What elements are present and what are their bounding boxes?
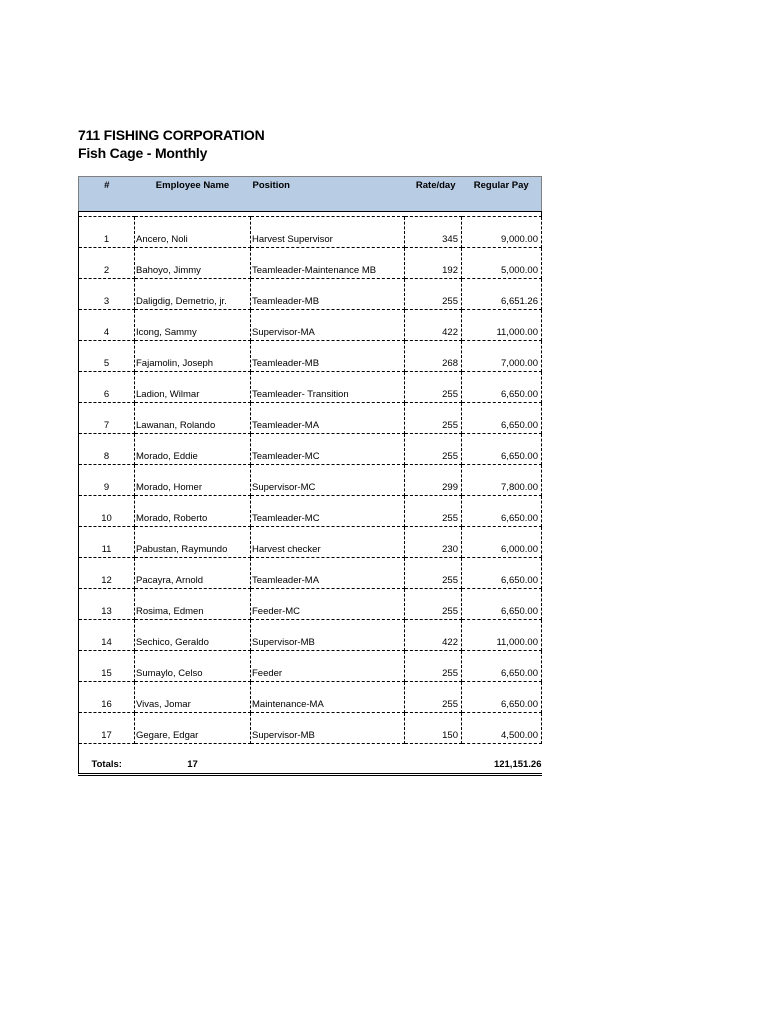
rate-per-day: 255 xyxy=(405,372,462,403)
employee-position: Supervisor-MC xyxy=(251,465,405,496)
regular-pay: 6,650.00 xyxy=(462,403,542,434)
row-number: 13 xyxy=(79,589,135,620)
table-row xyxy=(79,372,542,403)
table-row xyxy=(79,496,542,527)
rate-per-day: 255 xyxy=(405,496,462,527)
employee-position: Supervisor-MA xyxy=(251,310,405,341)
employee-position: Supervisor-MB xyxy=(251,620,405,651)
employee-position: Teamleader-MC xyxy=(251,496,405,527)
column-header-position: Position xyxy=(251,177,405,212)
employee-name: Rosima, Edmen xyxy=(135,589,251,620)
column-header-employee-name: Employee Name xyxy=(135,177,251,212)
employee-position: Feeder xyxy=(251,651,405,682)
totals-employee-count: 17 xyxy=(135,744,251,775)
employee-position: Harvest Supervisor xyxy=(251,217,405,248)
row-number: 5 xyxy=(79,341,135,372)
rate-per-day: 255 xyxy=(405,589,462,620)
employee-position: Supervisor-MB xyxy=(251,713,405,744)
table-row xyxy=(79,558,542,589)
employee-name: Morado, Roberto xyxy=(135,496,251,527)
regular-pay: 6,650.00 xyxy=(462,434,542,465)
table-header-row xyxy=(79,177,542,212)
table-row xyxy=(79,434,542,465)
row-number: 3 xyxy=(79,279,135,310)
row-number: 2 xyxy=(79,248,135,279)
report-subtitle: Fish Cage - Monthly xyxy=(78,145,208,161)
row-number: 14 xyxy=(79,620,135,651)
employee-position: Teamleader-MA xyxy=(251,403,405,434)
column-header-number: # xyxy=(79,177,135,212)
row-number: 12 xyxy=(79,558,135,589)
regular-pay: 9,000.00 xyxy=(462,217,542,248)
row-number: 17 xyxy=(79,713,135,744)
employee-name: Sechico, Geraldo xyxy=(135,620,251,651)
rate-per-day: 255 xyxy=(405,682,462,713)
regular-pay: 6,650.00 xyxy=(462,651,542,682)
totals-row xyxy=(79,744,542,775)
row-number: 10 xyxy=(79,496,135,527)
employee-position: Feeder-MC xyxy=(251,589,405,620)
table-row xyxy=(79,465,542,496)
employee-name: Bahoyo, Jimmy xyxy=(135,248,251,279)
row-number: 6 xyxy=(79,372,135,403)
employee-name: Icong, Sammy xyxy=(135,310,251,341)
regular-pay: 6,650.00 xyxy=(462,589,542,620)
table-row xyxy=(79,527,542,558)
table-row xyxy=(79,589,542,620)
employee-name: Gegare, Edgar xyxy=(135,713,251,744)
regular-pay: 5,000.00 xyxy=(462,248,542,279)
row-number: 9 xyxy=(79,465,135,496)
employee-name: Ancero, Noli xyxy=(135,217,251,248)
employee-name: Pabustan, Raymundo xyxy=(135,527,251,558)
rate-per-day: 255 xyxy=(405,279,462,310)
table-body xyxy=(79,217,542,744)
payroll-table xyxy=(78,176,542,776)
rate-per-day: 255 xyxy=(405,434,462,465)
rate-per-day: 255 xyxy=(405,651,462,682)
regular-pay: 6,650.00 xyxy=(462,372,542,403)
rate-per-day: 150 xyxy=(405,713,462,744)
document-title-block xyxy=(78,126,265,162)
row-number: 8 xyxy=(79,434,135,465)
row-number: 1 xyxy=(79,217,135,248)
employee-name: Vivas, Jomar xyxy=(135,682,251,713)
regular-pay: 7,800.00 xyxy=(462,465,542,496)
regular-pay: 6,000.00 xyxy=(462,527,542,558)
employee-name: Lawanan, Rolando xyxy=(135,403,251,434)
table-row xyxy=(79,248,542,279)
employee-name: Pacayra, Arnold xyxy=(135,558,251,589)
table-row xyxy=(79,620,542,651)
employee-position: Maintenance-MA xyxy=(251,682,405,713)
regular-pay: 6,650.00 xyxy=(462,496,542,527)
employee-position: Teamleader-Maintenance MB xyxy=(251,248,405,279)
row-number: 15 xyxy=(79,651,135,682)
regular-pay: 7,000.00 xyxy=(462,341,542,372)
employee-name: Ladion, Wilmar xyxy=(135,372,251,403)
rate-per-day: 422 xyxy=(405,310,462,341)
regular-pay: 6,650.00 xyxy=(462,558,542,589)
regular-pay: 11,000.00 xyxy=(462,620,542,651)
employee-name: Morado, Homer xyxy=(135,465,251,496)
table-row xyxy=(79,341,542,372)
regular-pay: 6,650.00 xyxy=(462,682,542,713)
company-name: 711 FISHING CORPORATION xyxy=(78,127,265,143)
totals-label: Totals: xyxy=(79,744,135,775)
table-row xyxy=(79,651,542,682)
row-number: 7 xyxy=(79,403,135,434)
column-header-rate-per-day: Rate/day xyxy=(405,177,462,212)
column-header-regular-pay: Regular Pay xyxy=(462,177,542,212)
totals-position-empty xyxy=(251,744,405,775)
employee-position: Teamleader-MB xyxy=(251,279,405,310)
employee-name: Daligdig, Demetrio, jr. xyxy=(135,279,251,310)
rate-per-day: 299 xyxy=(405,465,462,496)
employee-name: Sumaylo, Celso xyxy=(135,651,251,682)
employee-position: Teamleader-MB xyxy=(251,341,405,372)
table-row xyxy=(79,310,542,341)
rate-per-day: 255 xyxy=(405,558,462,589)
rate-per-day: 422 xyxy=(405,620,462,651)
totals-regular-pay: 121,151.26 xyxy=(462,744,542,775)
table-row xyxy=(79,713,542,744)
totals-rate-empty xyxy=(405,744,462,775)
row-number: 11 xyxy=(79,527,135,558)
regular-pay: 4,500.00 xyxy=(462,713,542,744)
table-row xyxy=(79,279,542,310)
regular-pay: 6,651.26 xyxy=(462,279,542,310)
row-number: 16 xyxy=(79,682,135,713)
employee-position: Teamleader-MA xyxy=(251,558,405,589)
employee-name: Morado, Eddie xyxy=(135,434,251,465)
rate-per-day: 230 xyxy=(405,527,462,558)
employee-position: Teamleader- Transition xyxy=(251,372,405,403)
row-number: 4 xyxy=(79,310,135,341)
table-row xyxy=(79,403,542,434)
employee-position: Teamleader-MC xyxy=(251,434,405,465)
table-row xyxy=(79,217,542,248)
rate-per-day: 268 xyxy=(405,341,462,372)
employee-position: Harvest checker xyxy=(251,527,405,558)
rate-per-day: 255 xyxy=(405,403,462,434)
employee-name: Fajamolin, Joseph xyxy=(135,341,251,372)
table-row xyxy=(79,682,542,713)
rate-per-day: 345 xyxy=(405,217,462,248)
regular-pay: 11,000.00 xyxy=(462,310,542,341)
rate-per-day: 192 xyxy=(405,248,462,279)
